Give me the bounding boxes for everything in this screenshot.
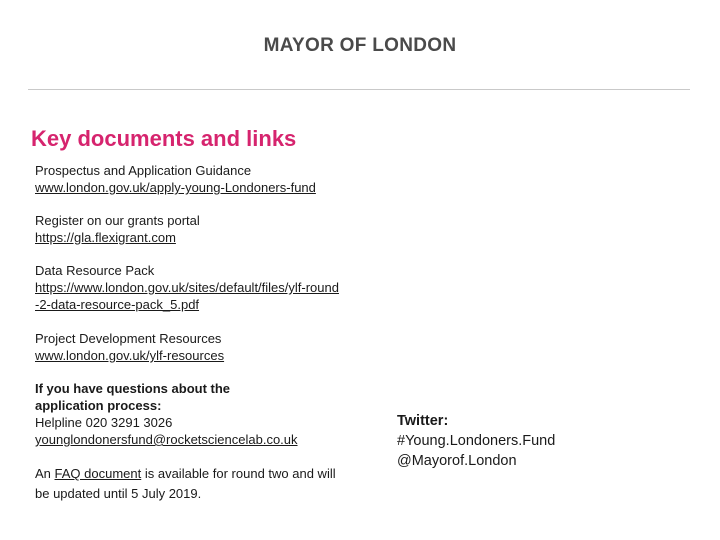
link-label: Prospectus and Application Guidance (35, 163, 252, 178)
faq-document-link[interactable]: FAQ document (54, 466, 142, 481)
questions-block (35, 380, 298, 448)
link-block-grants-portal (35, 212, 200, 246)
link-block-data-resource-pack (35, 262, 339, 313)
link-label: Data Resource Pack (35, 263, 155, 278)
link-line: https://www.london.gov.uk/sites/default/files/ylf-round (35, 280, 339, 295)
project-resources-link[interactable]: www.london.gov.uk/ylf-resources (35, 348, 225, 363)
header-divider (28, 89, 690, 90)
faq-line: be updated until 5 July 2019. (35, 486, 202, 501)
page-title: Key documents and links (31, 126, 297, 151)
twitter-hashtag: #Young.Londoners.Fund (397, 433, 556, 449)
faq-block (35, 464, 336, 504)
twitter-handle: @Mayorof.London (397, 453, 517, 469)
link-block-project-resources (35, 330, 224, 364)
helpline-text: Helpline 020 3291 3026 (35, 415, 173, 430)
twitter-label: Twitter: (397, 413, 449, 429)
link-line: -2-data-resource-pack_5.pdf (35, 297, 200, 312)
link-label: Project Development Resources (35, 331, 222, 346)
questions-heading: application process: (35, 398, 162, 413)
support-email-link[interactable]: younglondonersfund@rocketsciencelab.co.uk (35, 432, 298, 447)
data-resource-pack-link[interactable] (35, 280, 339, 312)
twitter-block (397, 411, 555, 471)
faq-line (35, 464, 336, 484)
prospectus-link[interactable]: www.london.gov.uk/apply-young-Londoners-fund (35, 180, 316, 195)
grants-portal-link[interactable]: https://gla.flexigrant.com (35, 230, 176, 245)
link-label: Register on our grants portal (35, 213, 200, 228)
faq-prefix: An (35, 466, 55, 481)
link-block-prospectus (35, 162, 316, 196)
questions-heading: If you have questions about the (35, 381, 231, 396)
mayor-of-london-logo: MAYOR OF LONDON (263, 35, 457, 56)
faq-suffix: is available for round two and will (141, 466, 336, 481)
